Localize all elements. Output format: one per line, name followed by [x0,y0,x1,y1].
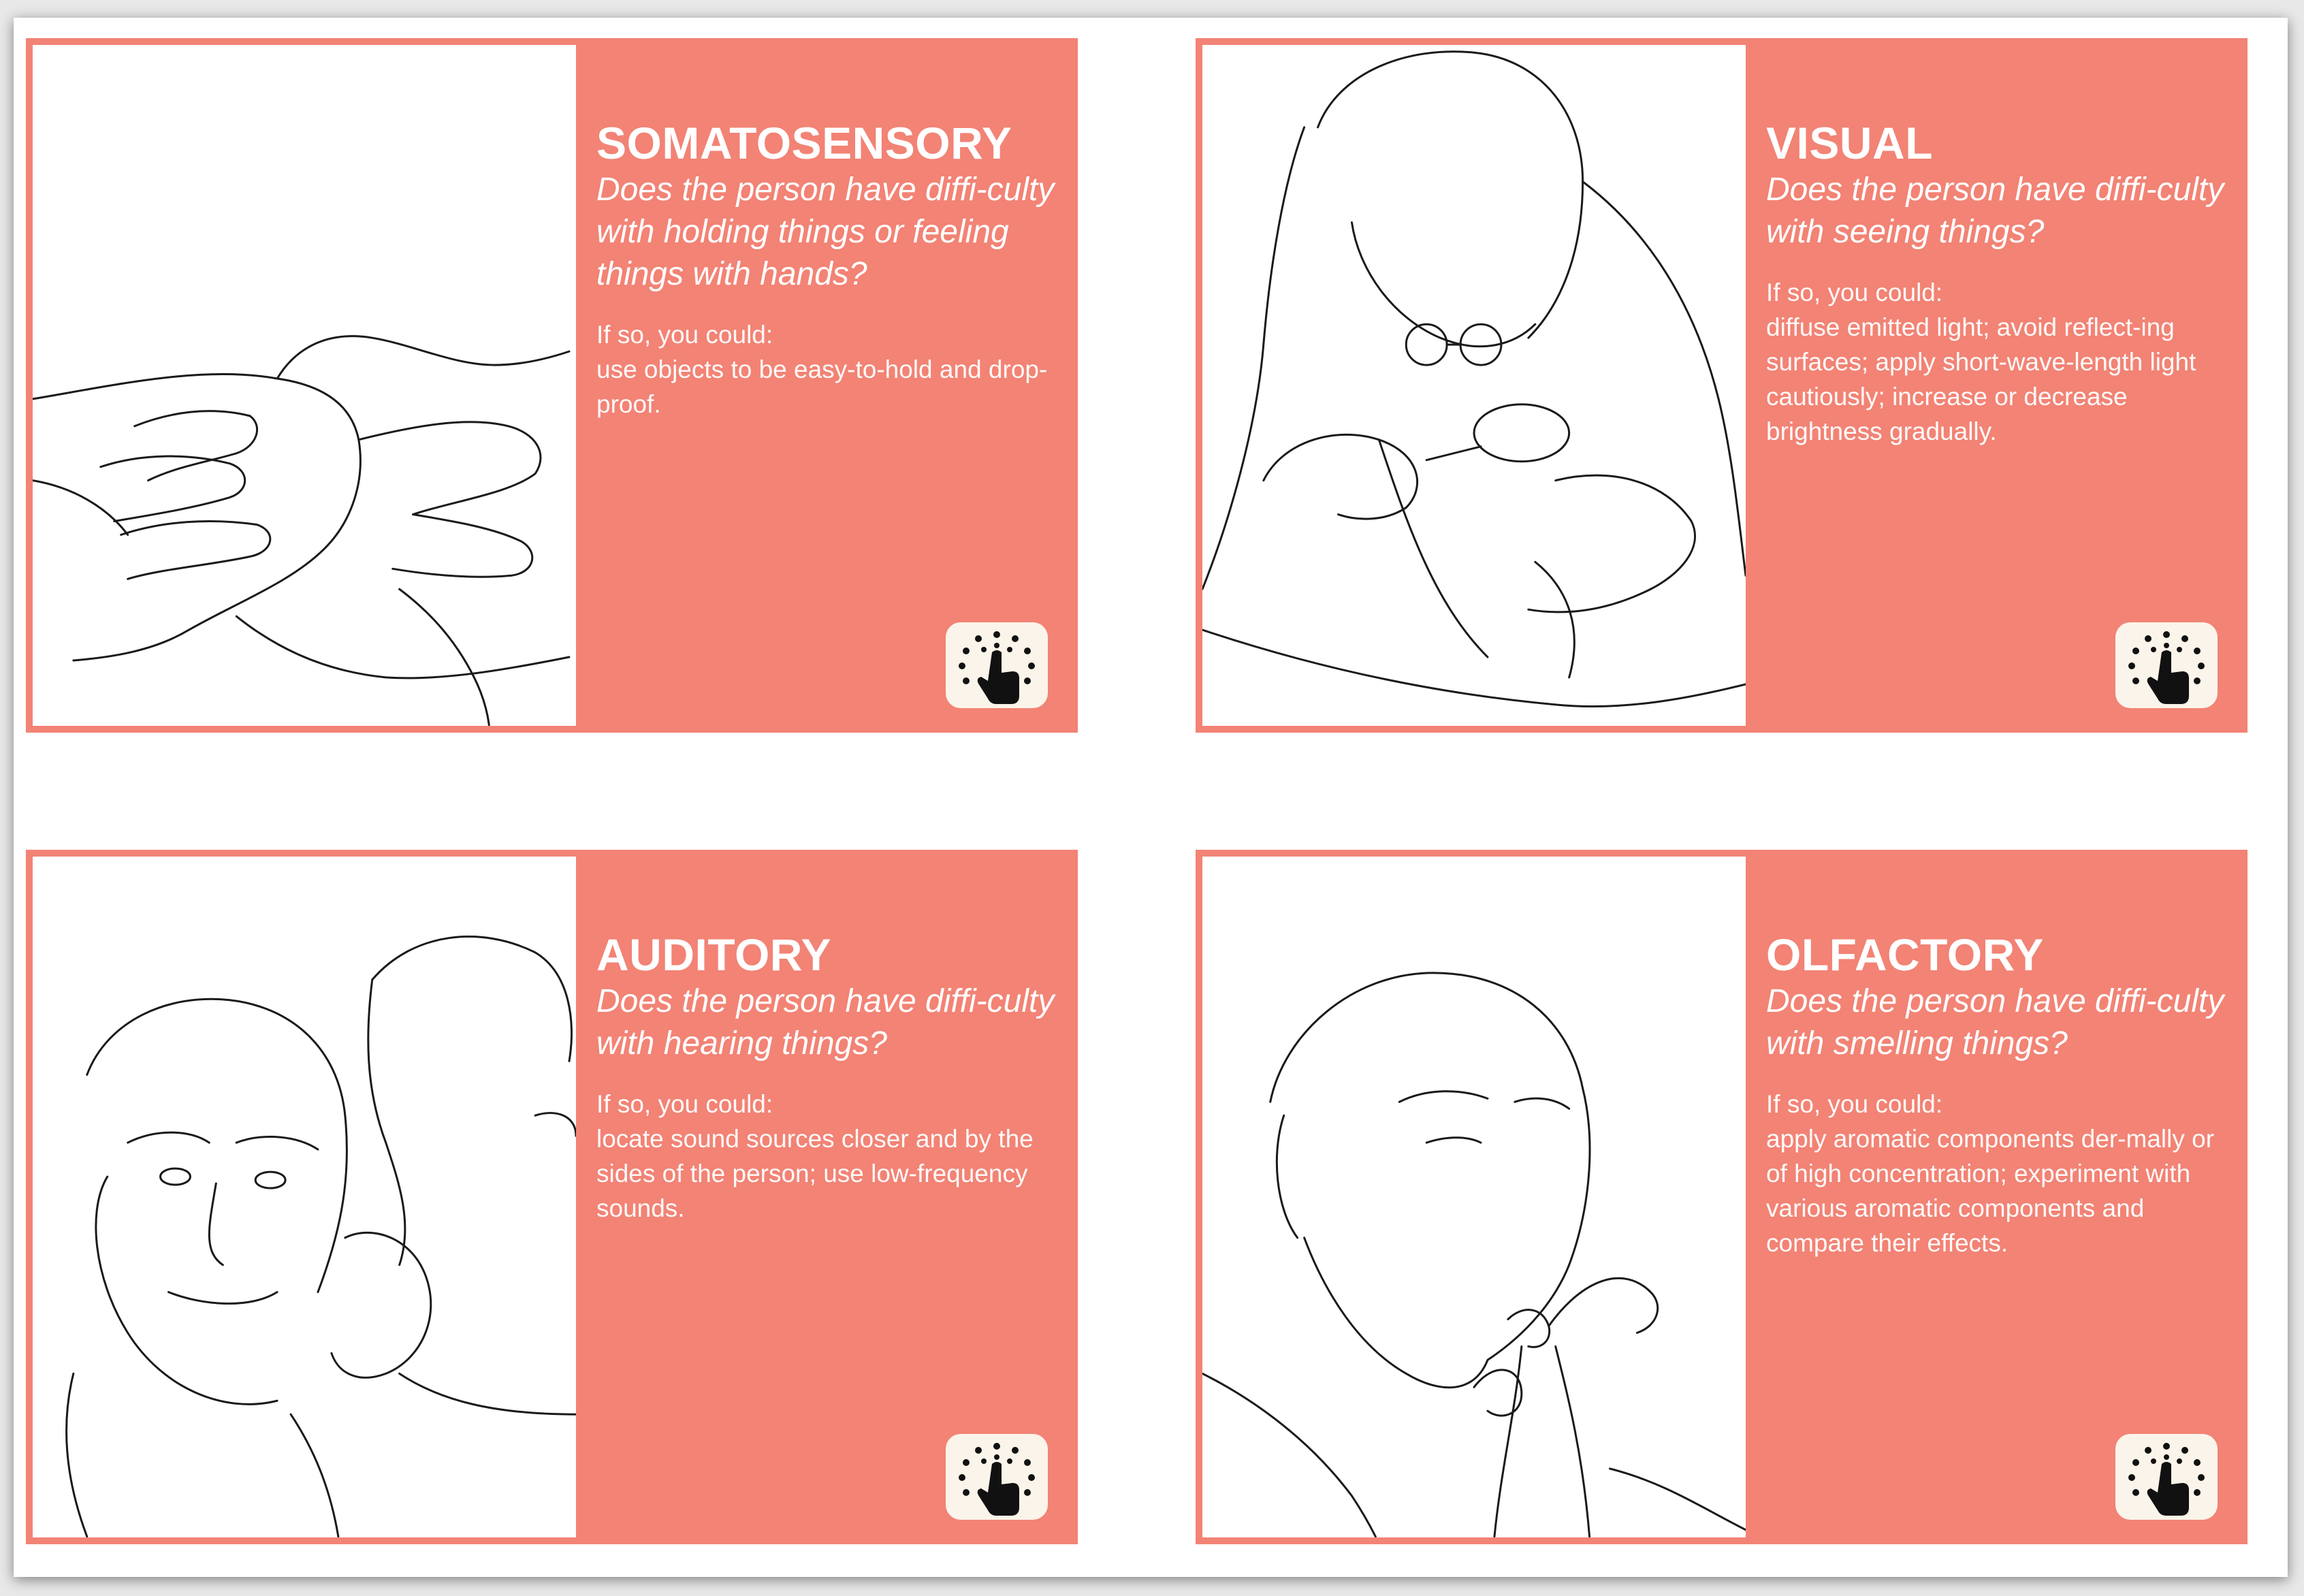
card-question: Does the person have diffi-culty with smelling things? [1766,983,2224,1062]
card-body: apply aromatic components der-mally or of high concentration; experiment with various aromatic components and compare their effects. [1766,1125,2215,1257]
smelling-flowers-illustration [1202,857,1746,1537]
card-lead: If so, you could: [596,321,773,349]
card-question: Does the person have diffi-culty with seeing things? [1766,172,2224,250]
card-title: SOMATOSENSORY [596,118,1012,168]
tap-hand-icon[interactable] [946,1434,1048,1520]
whispering-to-elder-illustration [33,857,576,1537]
card-olfactory [1196,850,2247,1544]
tap-hand-icon[interactable] [2115,1434,2218,1520]
card-visual [1196,38,2247,733]
card-question: Does the person have diffi-culty with holding things or feeling things with hands? [596,172,1055,292]
card-body: diffuse emitted light; avoid reflect-ing surfaces; apply short-wave-length light cautiously; increase or decrease brightness gradually. [1766,313,2196,445]
card-question: Does the person have diffi-culty with hearing things? [596,983,1055,1062]
card-somatosensory [26,38,1078,733]
card-title: VISUAL [1766,118,1934,168]
card-body: use objects to be easy-to-hold and drop-proof. [596,355,1048,418]
card-auditory [26,850,1078,1544]
card-lead: If so, you could: [1766,278,1943,306]
hands-holding-illustration [33,45,576,726]
card-sheet [14,18,2288,1577]
card-title: OLFACTORY [1766,929,2044,980]
card-lead: If so, you could: [596,1090,773,1118]
card-lead: If so, you could: [1766,1090,1943,1118]
card-title: AUDITORY [596,929,832,980]
tap-hand-icon[interactable] [946,622,1048,708]
tap-hand-icon[interactable] [2115,622,2218,708]
magnifying-glass-reader-illustration [1202,45,1746,726]
card-body: locate sound sources closer and by the sides of the person; use low-frequency sounds. [596,1125,1034,1222]
